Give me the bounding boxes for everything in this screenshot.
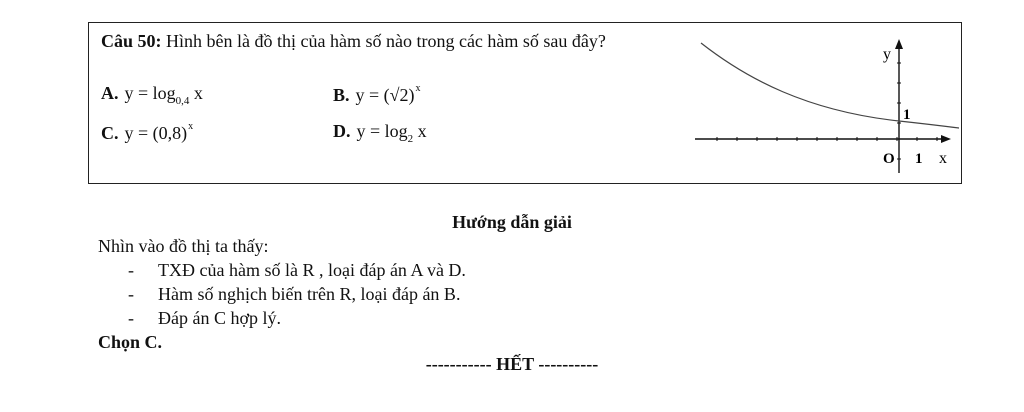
answer-a-expr: y = log — [124, 83, 176, 103]
bullet-text: Đáp án C hợp lý. — [158, 308, 282, 328]
answer-d-expr: y = log — [356, 121, 408, 141]
y-axis-arrow — [895, 39, 903, 49]
solution-conclusion: Chọn C. — [98, 332, 163, 352]
solution-title: Hướng dẫn giải — [452, 212, 572, 232]
x-axis-arrow — [941, 135, 951, 143]
question-box — [88, 22, 962, 184]
end-marker: ----------- HẾT ---------- — [425, 354, 599, 374]
answer-c[interactable] — [101, 121, 193, 144]
answer-a-sub: 0,4 — [175, 95, 190, 107]
bullet-text: Hàm số nghịch biến trên R, loại đáp án B. — [158, 284, 461, 304]
answer-c-letter: C. — [101, 123, 119, 143]
x-axis-label: x — [939, 150, 947, 167]
solution-intro: Nhìn vào đồ thị ta thấy: — [98, 236, 269, 256]
answer-b[interactable] — [333, 83, 421, 106]
solution-bullet-2 — [128, 284, 460, 305]
bullet-dash: - — [128, 308, 134, 328]
answer-c-expr: y = (0,8) — [124, 123, 188, 143]
answer-a[interactable] — [101, 83, 203, 107]
answer-d-letter: D. — [333, 121, 351, 141]
solution-bullet-3 — [128, 308, 281, 329]
solution-bullet-1 — [128, 260, 466, 281]
bullet-text: TXĐ của hàm số là R , loại đáp án A và D. — [158, 260, 466, 280]
answer-b-sup: x — [415, 83, 421, 94]
function-graph — [687, 33, 959, 175]
bullet-dash: - — [128, 284, 134, 304]
answer-b-expr: y = (√2) — [355, 85, 415, 105]
y-tick-label: 1 — [903, 107, 911, 123]
y-axis-label: y — [883, 46, 891, 63]
answer-a-tail: x — [189, 83, 203, 103]
question-label: Câu 50: — [101, 31, 162, 51]
bullet-dash: - — [128, 260, 134, 280]
x-tick-label: 1 — [915, 151, 923, 167]
answer-d-sub: 2 — [407, 133, 414, 145]
origin-label: O — [883, 151, 895, 167]
question-body: Hình bên là đồ thị của hàm số nào trong các hàm số sau đây? — [161, 31, 606, 51]
answer-c-sup: x — [188, 121, 194, 132]
answer-d[interactable] — [333, 121, 427, 145]
answer-a-letter: A. — [101, 83, 119, 103]
question-text — [101, 29, 681, 53]
answer-d-tail: x — [413, 121, 427, 141]
answer-b-letter: B. — [333, 85, 350, 105]
exponential-curve — [701, 43, 959, 136]
